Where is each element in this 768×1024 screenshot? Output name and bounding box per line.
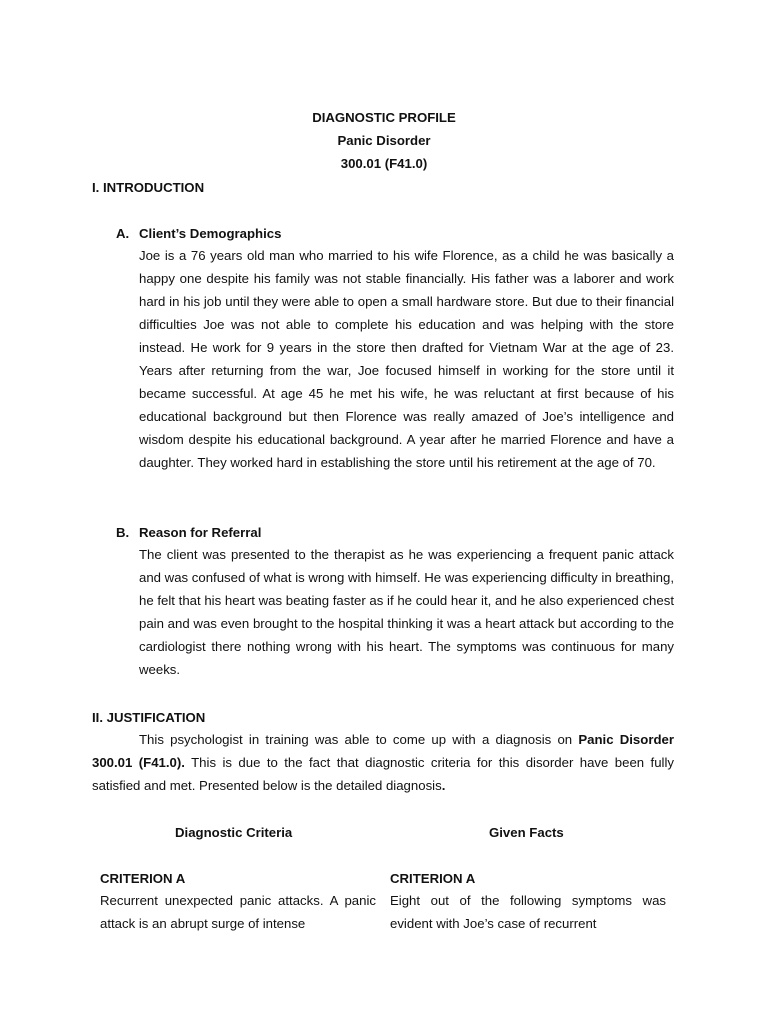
justification-text-post: This is due to the fact that diagnostic criteria for this disorder have been fully satisfied and met. Presented below is the detailed diagnosis (92, 755, 674, 793)
table-left-criterion-label: CRITERION A (100, 871, 186, 886)
subsection-b-title: Reason for Referral (139, 525, 262, 540)
document-title: DIAGNOSTIC PROFILE (312, 110, 456, 125)
document-diagnostic-code: 300.01 (F41.0) (340, 156, 428, 171)
demographics-paragraph: Joe is a 76 years old man who married to his wife Florence, as a child he was basically a happy one despite his family was not stable financially. His father was a laborer and work hard in his job until they were able to open a small hardware store. But due to their financial difficulties Joe was not able to complete his education and was helping with the store instead. He work for 9 years in the store then drafted for Vietnam War at the age of 23. Years after returning from the war, Joe focused himself in working for the store until it became successful. At age 45 he met his wife, he was reluctant at first because of his educational background but then Florence was really amazed of Joe’s intelligence and wisdom despite his educational background. A year after he married Florence and have a daughter. They worked hard in establishing the store until his retirement at the age of 70. (139, 248, 674, 470)
table-right-facts-text: Eight out of the following symptoms was evident with Joe’s case of recurrent (390, 893, 666, 931)
table-header-facts: Given Facts (489, 825, 564, 840)
document-disorder-name: Panic Disorder (337, 133, 431, 148)
table-header-criteria: Diagnostic Criteria (175, 825, 293, 840)
subsection-a-letter: A. (116, 226, 130, 241)
justification-text-pre: This psychologist in training was able to come up with a diagnosis on (139, 732, 579, 747)
subsection-a-title: Client’s Demographics (139, 226, 282, 241)
justification-diagnosis-bold: Panic Disorder 300.01 (F41.0). (92, 732, 674, 770)
subsection-b-letter: B. (116, 525, 130, 540)
justification-paragraph (92, 728, 674, 797)
table-left-criterion-text: Recurrent unexpected panic attacks. A panic attack is an abrupt surge of intense (100, 893, 376, 931)
justification-text-end: . (441, 778, 446, 793)
section-introduction-heading: I. INTRODUCTION (92, 180, 205, 195)
referral-paragraph: The client was presented to the therapist as he was experiencing a frequent panic attack and was confused of what is wrong with himself. He was experiencing difficulty in breathing, he felt that his heart was beating faster as if he could hear it, and he also experienced chest pain and was even brought to the hospital thinking it was a heart attack but according to the cardiologist there nothing wrong with his heart. The symptoms was continuous for many weeks. (139, 547, 674, 677)
table-right-criterion-label: CRITERION A (390, 871, 476, 886)
section-justification-heading: II. JUSTIFICATION (92, 710, 206, 725)
